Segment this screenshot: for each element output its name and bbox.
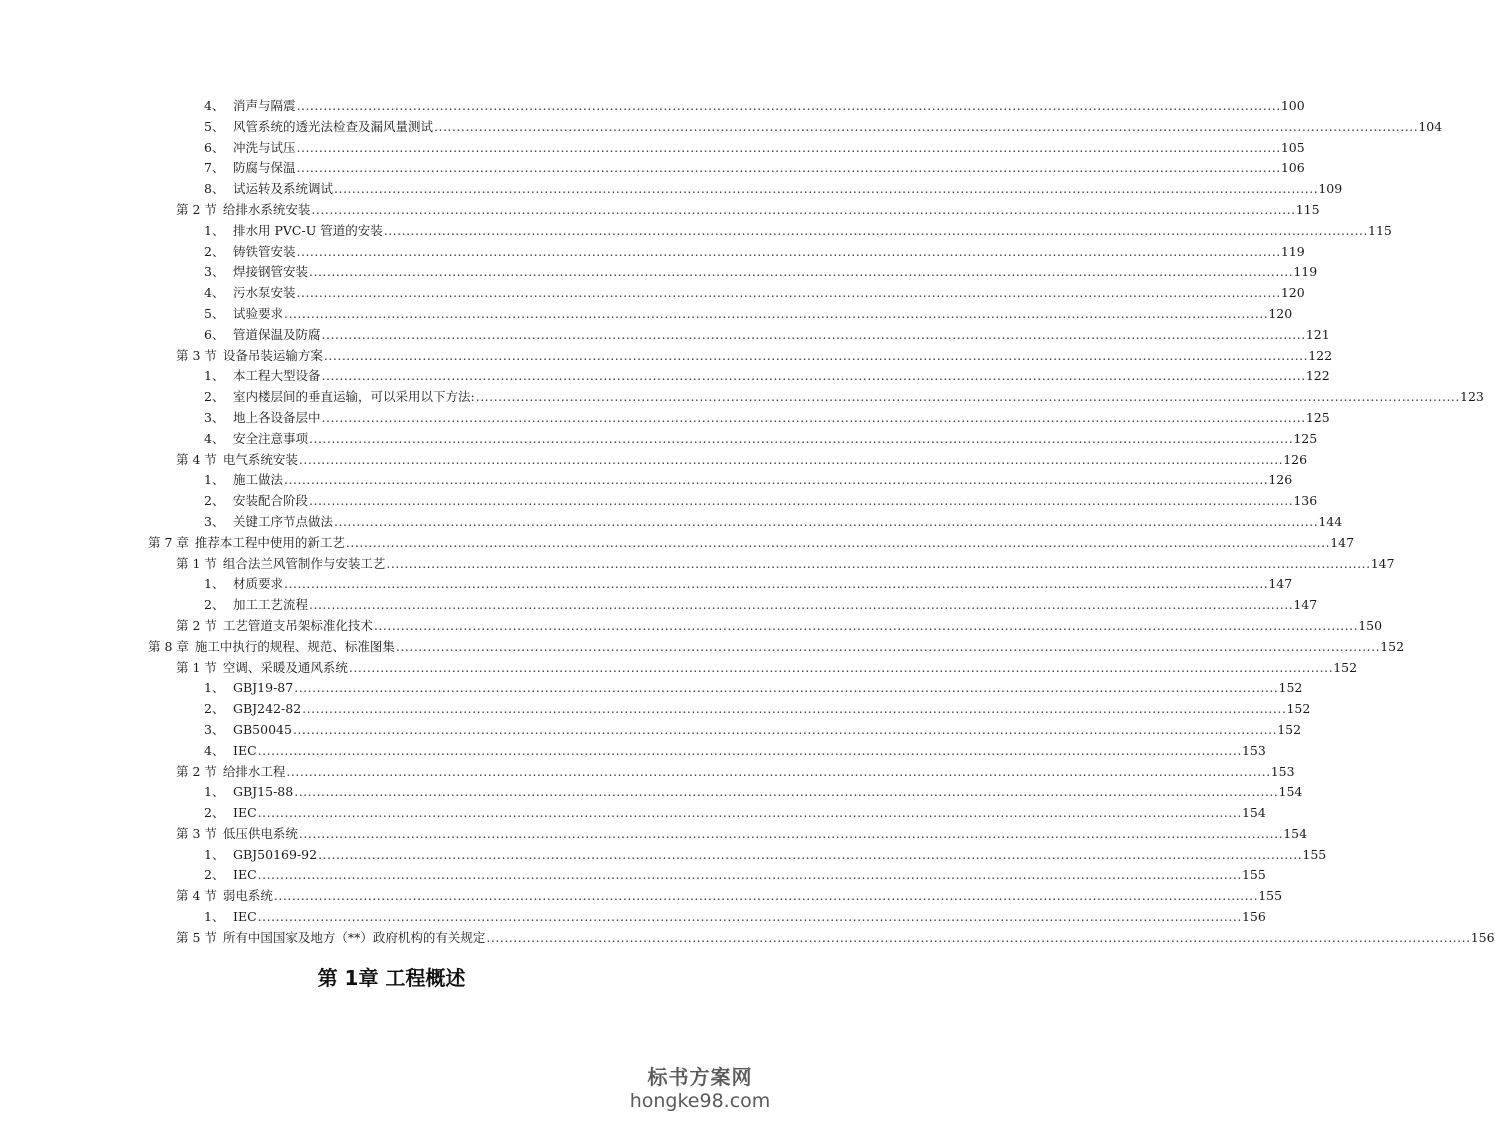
toc-dot-leader: ............................................................................................................................................................................................................................ [395,638,1381,654]
toc-entry-page: 152 [1333,659,1358,675]
toc-dot-leader: ............................................................................................................................................................................................................................ [296,160,1281,176]
toc-entry-page: 126 [1283,451,1308,467]
toc-dot-leader: ............................................................................................................................................................................................................................ [298,825,1284,841]
toc-entry-page: 125 [1305,409,1330,425]
toc-entry-page: 147 [1370,555,1395,571]
toc-entry-title: 施工做法 [233,472,284,488]
toc-dot-leader: ............................................................................................................................................................................................................................ [334,181,1319,197]
toc-entry-title: 试运转及系统调试 [233,181,334,197]
toc-entry-page: 152 [1286,701,1311,717]
toc-entry-page: 120 [1280,285,1305,301]
toc-entry[interactable] [0,158,1305,179]
toc-entry[interactable] [0,928,1495,949]
toc-entry[interactable] [0,200,1320,221]
toc-entry-number: 第 3 节 [176,825,217,841]
toc-entry-page: 119 [1280,243,1305,259]
toc-entry-title: 消声与隔震 [233,98,296,113]
toc-entry-page: 106 [1280,160,1305,176]
toc-dot-leader: ............................................................................................................................................................................................................................ [348,659,1334,675]
toc-dot-leader: ............................................................................................................................................................................................................................ [284,472,1269,488]
toc-entry[interactable] [0,450,1308,471]
toc-entry-page: 152 [1380,638,1405,654]
toc-entry-number: 1、 [204,472,225,488]
toc-entry-number: 3、 [204,513,225,529]
toc-entry-title: 冲洗与试压 [233,139,296,155]
toc-entry-title: 安全注意事项 [233,430,309,446]
toc-dot-leader: ............................................................................................................................................................................................................................ [486,929,1471,945]
toc-dot-leader: ............................................................................................................................................................................................................................ [434,118,1419,134]
toc-entry-number: 1、 [204,222,225,238]
toc-entry-page: 147 [1293,597,1318,613]
toc-dot-leader: ............................................................................................................................................................................................................................ [302,701,1287,717]
toc-entry-number: 5、 [204,305,225,321]
toc-dot-leader: ............................................................................................................................................................................................................................ [323,347,1309,363]
toc-dot-leader: ............................................................................................................................................................................................................................ [292,721,1278,737]
toc-entry-number: 1、 [204,909,225,925]
toc-entry-title: 室内楼层间的垂直运输，可以采用以下方法: [233,389,475,405]
toc-entry-title: IEC [233,867,257,883]
toc-dot-leader: ............................................................................................................................................................................................................................ [257,909,1242,925]
toc-entry-title: 管道保温及防腐 [233,326,321,342]
watermark-url: hongke98.com [629,1090,771,1112]
toc-entry-page: 155 [1302,846,1327,862]
toc-dot-leader: ............................................................................................................................................................................................................................ [257,805,1242,821]
toc-entry-page: 156 [1470,929,1495,945]
watermark-site-name: 标书方案网 [647,1065,753,1089]
toc-entry-title: 加工工艺流程 [233,597,309,613]
toc-entry-page: 147 [1268,576,1293,592]
toc-entry-number: 2、 [204,597,225,613]
toc-entry[interactable] [0,616,1383,637]
toc-entry-number: 2、 [204,805,225,821]
toc-entry-page: 120 [1268,305,1293,321]
toc-entry-page: 150 [1358,617,1383,633]
toc-dot-leader: ............................................................................................................................................................................................................................ [386,555,1371,571]
toc-entry-title: GBJ242-82 [233,701,302,717]
toc-entry-page: 115 [1295,201,1320,217]
toc-entry-title: 施工中执行的规程、规范、标准图集 [194,638,395,654]
toc-dot-leader: ............................................................................................................................................................................................................................ [296,98,1281,113]
toc-entry-title: GBJ19-87 [233,680,294,696]
toc-entry-number: 2、 [204,867,225,883]
toc-dot-leader: ............................................................................................................................................................................................................................ [321,409,1306,425]
toc-entry-title: 推荐本工程中使用的新工艺 [194,534,345,550]
toc-entry-number: 第 1 节 [176,659,217,675]
toc-entry-page: 156 [1241,909,1266,925]
toc-entry[interactable] [0,533,1355,554]
toc-entry-page: 153 [1270,763,1295,779]
toc-entry-page: 147 [1330,534,1355,550]
toc-entry[interactable] [0,242,1305,263]
toc-entry[interactable] [0,429,1318,450]
watermark-logo [625,1064,775,1112]
toc-entry-number: 4、 [204,98,225,113]
toc-dot-leader: ............................................................................................................................................................................................................................ [284,576,1269,592]
toc-dot-leader: ............................................................................................................................................................................................................................ [475,389,1460,405]
toc-entry[interactable] [0,366,1330,387]
toc-entry-title: 试验要求 [233,305,284,321]
toc-entry[interactable] [0,907,1266,928]
toc-entry-number: 4、 [204,742,225,758]
toc-entry-page: 122 [1308,347,1333,363]
toc-dot-leader: ............................................................................................................................................................................................................................ [294,784,1279,800]
toc-dot-leader: ............................................................................................................................................................................................................................ [334,513,1319,529]
toc-entry[interactable] [0,117,1443,138]
toc-entry-title: 设备吊装运输方案 [222,347,323,363]
toc-dot-leader: ............................................................................................................................................................................................................................ [321,326,1306,342]
toc-entry-title: 电气系统安装 [222,451,298,467]
toc-entry-title: 给排水系统安装 [222,201,311,217]
toc-dot-leader: ............................................................................................................................................................................................................................ [257,867,1242,883]
toc-dot-leader: ............................................................................................................................................................................................................................ [296,243,1281,259]
toc-entry[interactable] [0,782,1303,803]
toc-entry[interactable] [0,658,1358,679]
toc-dot-leader: ............................................................................................................................................................................................................................ [296,285,1281,301]
toc-entry[interactable] [0,699,1311,720]
toc-entry-title: 排水用 PVC-U 管道的安装 [233,222,383,238]
toc-entry-number: 第 7 章 [148,534,189,550]
table-of-contents [0,96,1495,949]
toc-entry[interactable] [0,720,1302,741]
toc-entry-title: 工艺管道支吊架标准化技术 [222,617,373,633]
toc-entry[interactable] [0,678,1303,699]
toc-dot-leader: ............................................................................................................................................................................................................................ [286,763,1271,779]
toc-dot-leader: ............................................................................................................................................................................................................................ [311,201,1296,217]
toc-entry-number: 第 2 节 [176,201,217,217]
toc-entry-title: 组合法兰风管制作与安装工艺 [222,555,386,571]
toc-entry-number: 6、 [204,139,225,155]
toc-entry[interactable] [0,346,1333,367]
toc-entry-number: 第 3 节 [176,347,217,363]
toc-entry-title: GBJ15-88 [233,784,294,800]
toc-dot-leader: ............................................................................................................................................................................................................................ [321,368,1306,384]
toc-entry-page: 122 [1305,368,1330,384]
toc-entry-page: 154 [1283,825,1308,841]
toc-entry[interactable] [0,845,1327,866]
toc-entry-page: 154 [1278,784,1303,800]
toc-entry-title: 地上各设备层中 [233,409,321,425]
toc-entry-number: 3、 [204,409,225,425]
toc-dot-leader: ............................................................................................................................................................................................................................ [373,617,1359,633]
toc-entry-page: 155 [1258,888,1283,904]
toc-entry[interactable] [0,595,1318,616]
toc-entry-title: IEC [233,805,257,821]
toc-entry-page: 109 [1318,181,1343,197]
toc-entry-number: 2、 [204,243,225,259]
toc-entry-title: 铸铁管安装 [233,243,296,259]
toc-entry-title: 空调、采暖及通风系统 [222,659,348,675]
toc-dot-leader: ............................................................................................................................................................................................................................ [309,430,1294,446]
toc-entry-page: 104 [1418,118,1443,134]
toc-entry[interactable] [0,408,1330,429]
toc-entry-number: 1、 [204,680,225,696]
toc-entry[interactable] [0,803,1266,824]
toc-entry[interactable] [0,886,1283,907]
toc-entry-page: 126 [1268,472,1293,488]
toc-entry-number: 1、 [204,576,225,592]
toc-entry-number: 第 1 节 [176,555,217,571]
toc-entry[interactable] [0,741,1266,762]
toc-entry-number: 第 5 节 [176,929,217,945]
toc-entry-page: 153 [1241,742,1266,758]
toc-entry[interactable] [0,512,1343,533]
toc-entry-number: 3、 [204,264,225,280]
toc-dot-leader: ............................................................................................................................................................................................................................ [309,493,1294,509]
toc-entry-title: 低压供电系统 [222,825,298,841]
toc-entry-title: IEC [233,909,257,925]
toc-entry-title: 污水泵安装 [233,285,296,301]
toc-entry-title: 材质要求 [233,576,284,592]
toc-entry-page: 125 [1293,430,1318,446]
toc-entry[interactable] [0,179,1343,200]
toc-entry[interactable] [0,138,1305,159]
toc-entry-number: 7、 [204,160,225,176]
toc-entry[interactable] [0,824,1308,845]
toc-entry[interactable] [0,762,1295,783]
toc-entry-title: 焊接钢管安装 [233,264,309,280]
toc-entry-number: 1、 [204,368,225,384]
toc-entry-number: 1、 [204,846,225,862]
toc-entry-title: GBJ50169-92 [233,846,318,862]
toc-entry-number: 2、 [204,389,225,405]
toc-entry-page: 119 [1293,264,1318,280]
toc-entry-page: 100 [1280,98,1305,113]
toc-entry-title: 弱电系统 [222,888,273,904]
toc-entry-page: 144 [1318,513,1343,529]
toc-dot-leader: ............................................................................................................................................................................................................................ [284,305,1269,321]
toc-entry-title: 风管系统的透光法检查及漏风量测试 [233,118,434,134]
toc-entry-number: 第 8 章 [148,638,189,654]
toc-entry-page: 154 [1241,805,1266,821]
toc-entry-title: IEC [233,742,257,758]
toc-dot-leader: ............................................................................................................................................................................................................................ [273,888,1259,904]
toc-entry[interactable] [0,491,1318,512]
toc-entry-title: GB50045 [233,721,292,737]
toc-dot-leader: ............................................................................................................................................................................................................................ [298,451,1284,467]
toc-dot-leader: ............................................................................................................................................................................................................................ [294,680,1279,696]
chapter-heading: 第 1章 工程概述 [317,966,466,990]
toc-entry[interactable] [0,304,1293,325]
toc-dot-leader: ............................................................................................................................................................................................................................ [257,742,1242,758]
toc-entry-title: 防腐与保温 [233,160,296,176]
toc-entry-number: 第 2 节 [176,617,217,633]
toc-entry[interactable] [0,865,1266,886]
toc-entry[interactable] [0,387,1484,408]
toc-entry-title: 关键工序节点做法 [233,513,334,529]
toc-entry-title: 给排水工程 [222,763,286,779]
toc-entry[interactable] [0,96,1305,117]
toc-entry-title: 本工程大型设备 [233,368,321,384]
toc-entry[interactable] [0,325,1330,346]
toc-entry-number: 8、 [204,181,225,197]
toc-entry-number: 第 2 节 [176,763,217,779]
toc-entry[interactable] [0,637,1405,658]
toc-entry-number: 1、 [204,784,225,800]
toc-entry-number: 4、 [204,430,225,446]
toc-entry-page: 136 [1293,493,1318,509]
toc-entry-number: 第 4 节 [176,888,217,904]
toc-entry-page: 152 [1277,721,1302,737]
toc-entry-number: 6、 [204,326,225,342]
toc-entry-page: 155 [1241,867,1266,883]
toc-entry-number: 4、 [204,285,225,301]
toc-entry[interactable] [0,283,1305,304]
toc-entry[interactable] [0,574,1293,595]
toc-entry-number: 2、 [204,493,225,509]
toc-dot-leader: ............................................................................................................................................................................................................................ [383,222,1368,238]
toc-entry-page: 152 [1278,680,1303,696]
toc-entry-page: 105 [1280,139,1305,155]
toc-entry-number: 2、 [204,701,225,717]
toc-dot-leader: ............................................................................................................................................................................................................................ [296,139,1281,155]
toc-entry-page: 115 [1368,222,1392,238]
toc-dot-leader: ............................................................................................................................................................................................................................ [345,534,1331,550]
toc-entry-title: 安装配合阶段 [233,493,309,509]
toc-entry-number: 3、 [204,721,225,737]
toc-entry-number: 第 4 节 [176,451,217,467]
toc-entry[interactable] [0,554,1395,575]
toc-dot-leader: ............................................................................................................................................................................................................................ [309,264,1294,280]
toc-entry-number: 5、 [204,118,225,134]
toc-dot-leader: ............................................................................................................................................................................................................................ [309,597,1294,613]
toc-entry[interactable] [0,262,1318,283]
toc-entry[interactable] [0,470,1293,491]
toc-entry-title: 所有中国国家及地方（**）政府机构的有关规定 [222,929,486,945]
toc-entry[interactable] [0,221,1392,242]
toc-dot-leader: ............................................................................................................................................................................................................................ [318,846,1303,862]
toc-entry-page: 121 [1305,326,1330,342]
toc-entry-page: 123 [1460,389,1484,405]
